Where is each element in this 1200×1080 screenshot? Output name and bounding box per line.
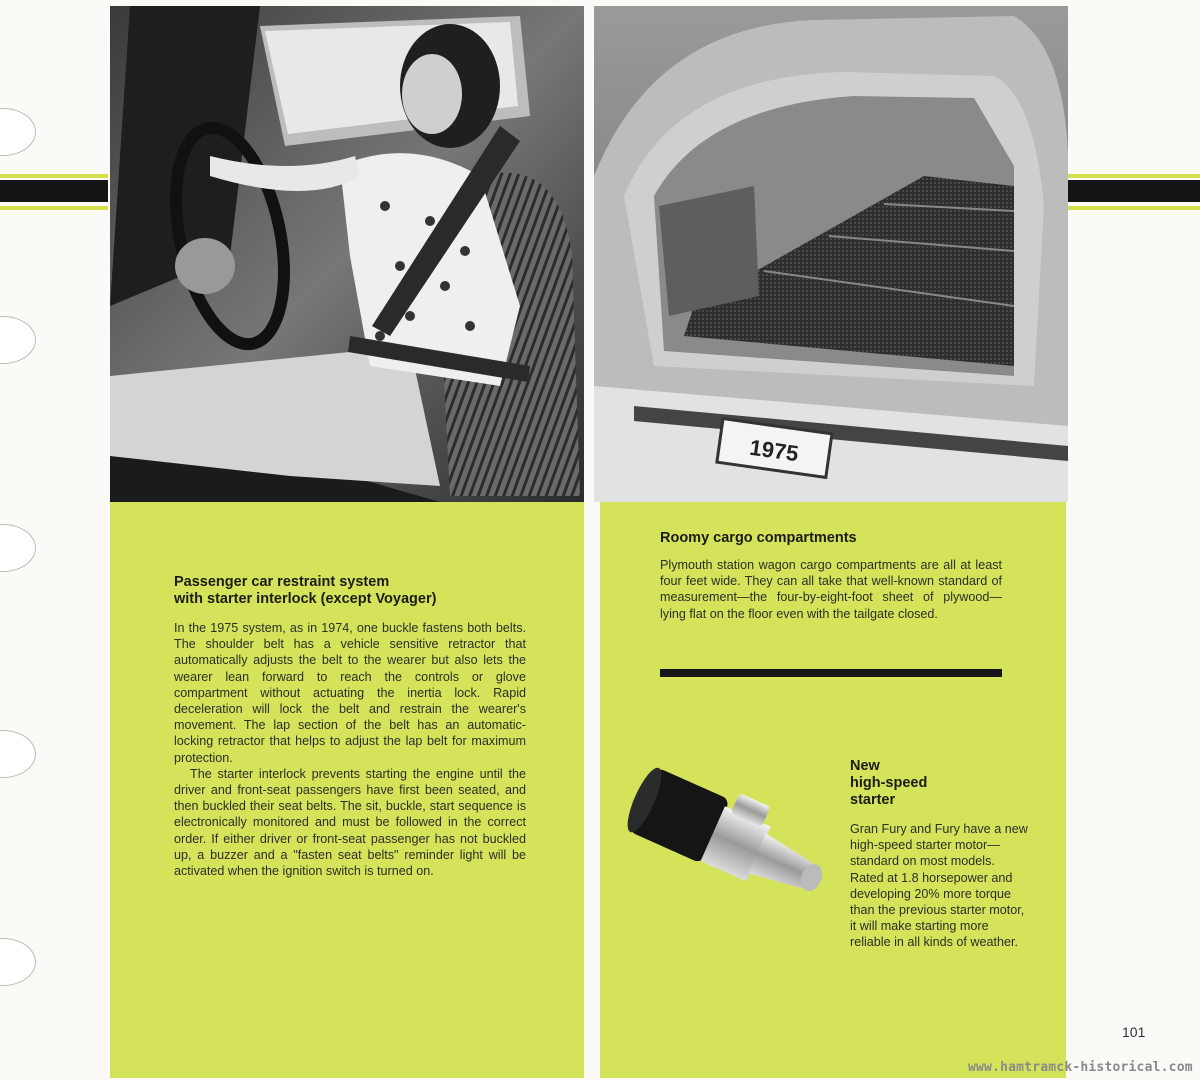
watermark-url: www.hamtramck-historical.com — [968, 1060, 1193, 1075]
binder-hole-5 — [0, 938, 36, 986]
page-number: 101 — [1122, 1024, 1146, 1040]
cargo-body — [660, 557, 1002, 622]
cargo-compartment-photo — [594, 6, 1068, 502]
driver-seatbelt-photo — [110, 6, 584, 502]
binder-hole-1 — [0, 108, 36, 156]
restraint-paragraph-2: The starter interlock prevents starting the engine until the driver and front-seat passengers have first been seated, and then buckled their seat belts. The sit, buckle, start sequence is electronically monitored and must be followed in the correct order. If either driver or front-seat passenger has not buckled up, a buzzer and a "fasten seat belts" reminder light will be activated when the ignition switch is turned on. — [174, 766, 526, 879]
starter-paragraph: Gran Fury and Fury have a new high-speed starter motor—standard on most models. Rated at 1.8 horsepower and developing 20% more torque than the previous starter motor, it will make starting more reliable in all kinds of weather. — [850, 822, 1028, 950]
starter-motor-image — [620, 764, 840, 934]
license-plate-text: 1975 — [748, 434, 801, 467]
cargo-paragraph: Plymouth station wagon cargo compartments are all at least four feet wide. They can all take that well-known standard of measurement—the four-by-eight-foot sheet of plywood—lying flat on the floor even with the tailgate closed. — [660, 558, 1002, 621]
binder-hole-2 — [0, 316, 36, 364]
restraint-paragraph-1: In the 1975 system, as in 1974, one buckle fastens both belts. The shoulder belt has a vehicle sensitive retractor that automatically adjusts the belt to the wearer but also lets the wearer lean forward to reach the controls or glove compartment without actuating the inertia lock. Rapid deceleration will lock the belt and restrain the wearer's movement. The lap section of the belt has an automatic-locking retractor that helps to adjust the lap belt for maximum protection. — [174, 621, 526, 765]
starter-heading-line3: starter — [850, 792, 896, 808]
section-divider — [660, 669, 1002, 677]
starter-heading-line2: high-speed — [850, 775, 928, 791]
right-stripe-black — [1068, 180, 1200, 202]
starter-heading-line1: New — [850, 758, 880, 774]
left-stripe-lime-bottom — [0, 206, 108, 210]
binder-hole-4 — [0, 730, 36, 778]
left-stripe-black — [0, 180, 108, 202]
restraint-body — [174, 620, 526, 879]
restraint-heading-line1: Passenger car restraint system — [174, 574, 390, 590]
cargo-heading: Roomy cargo compartments — [660, 530, 857, 546]
starter-body — [850, 821, 1030, 951]
right-stripe-lime-top — [1068, 174, 1200, 178]
restraint-heading-line2: with starter interlock (except Voyager) — [174, 591, 437, 607]
left-stripe-lime-top — [0, 174, 108, 178]
starter-heading — [850, 758, 1000, 809]
right-stripe-lime-bottom — [1068, 206, 1200, 210]
binder-hole-3 — [0, 524, 36, 572]
restraint-heading — [174, 574, 554, 608]
